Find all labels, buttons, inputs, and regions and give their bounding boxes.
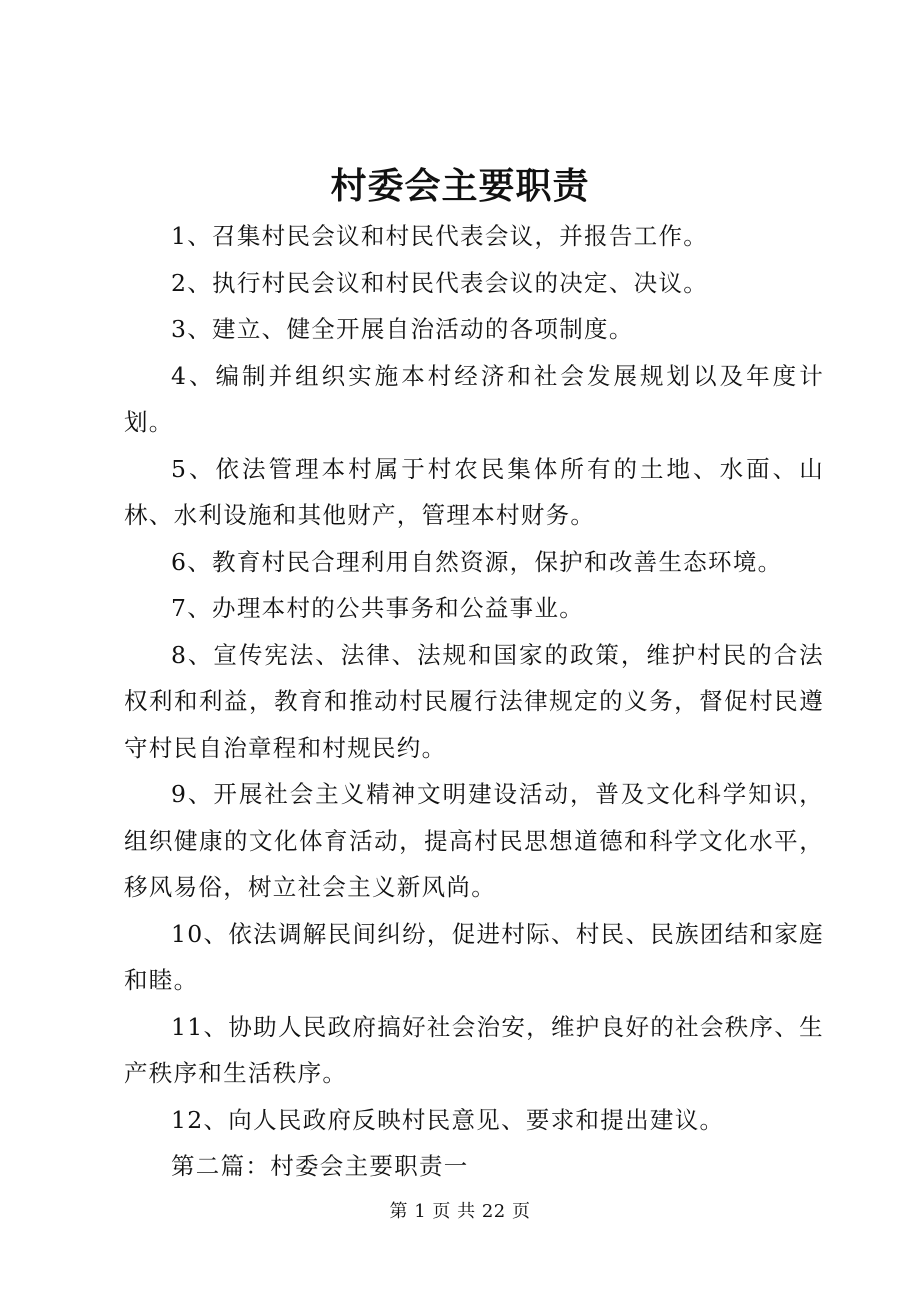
paragraph-10: 10、依法调解民间纠纷，促进村际、村民、民族团结和家庭和睦。 [124, 919, 824, 994]
paragraph-11: 11、协助人民政府搞好社会治安，维护良好的社会秩序、生产秩序和生活秩序。 [124, 1012, 824, 1087]
paragraph-4: 4、编制并组织实施本村经济和社会发展规划以及年度计划。 [124, 361, 824, 436]
paragraph-6: 6、教育村民合理利用自然资源，保护和改善生态环境。 [171, 547, 783, 576]
paragraph-7: 7、办理本村的公共事务和公益事业。 [171, 594, 585, 622]
page-footer: 第 1 页 共 22 页 [389, 1201, 531, 1222]
section-heading: 第二篇：村委会主要职责一 [171, 1152, 469, 1180]
paragraph-3: 3、建立、健全开展自治活动的各项制度。 [171, 315, 634, 343]
paragraph-12: 12、向人民政府反映村民意见、要求和提出建议。 [171, 1105, 725, 1134]
paragraph-1: 1、召集村民会议和村民代表会议，并报告工作。 [171, 222, 709, 250]
document-body [124, 213, 824, 1190]
paragraph-8: 8、宣传宪法、法律、法规和国家的政策，维护村民的合法权利和利益，教育和推动村民履行法律规定的义务，督促村民遵守村民自治章程和村规民约。 [124, 640, 824, 762]
paragraph-9: 9、开展社会主义精神文明建设活动，普及文化科学知识，组织健康的文化体育活动，提高村民思想道德和科学文化水平，移风易俗，树立社会主义新风尚。 [124, 780, 824, 901]
paragraph-5: 5、依法管理本村属于村农民集体所有的土地、水面、山林、水利设施和其他财产，管理本村财务。 [124, 454, 824, 529]
paragraph-2: 2、执行村民会议和村民代表会议的决定、决议。 [171, 268, 709, 297]
document-title: 村委会主要职责 [330, 165, 590, 207]
